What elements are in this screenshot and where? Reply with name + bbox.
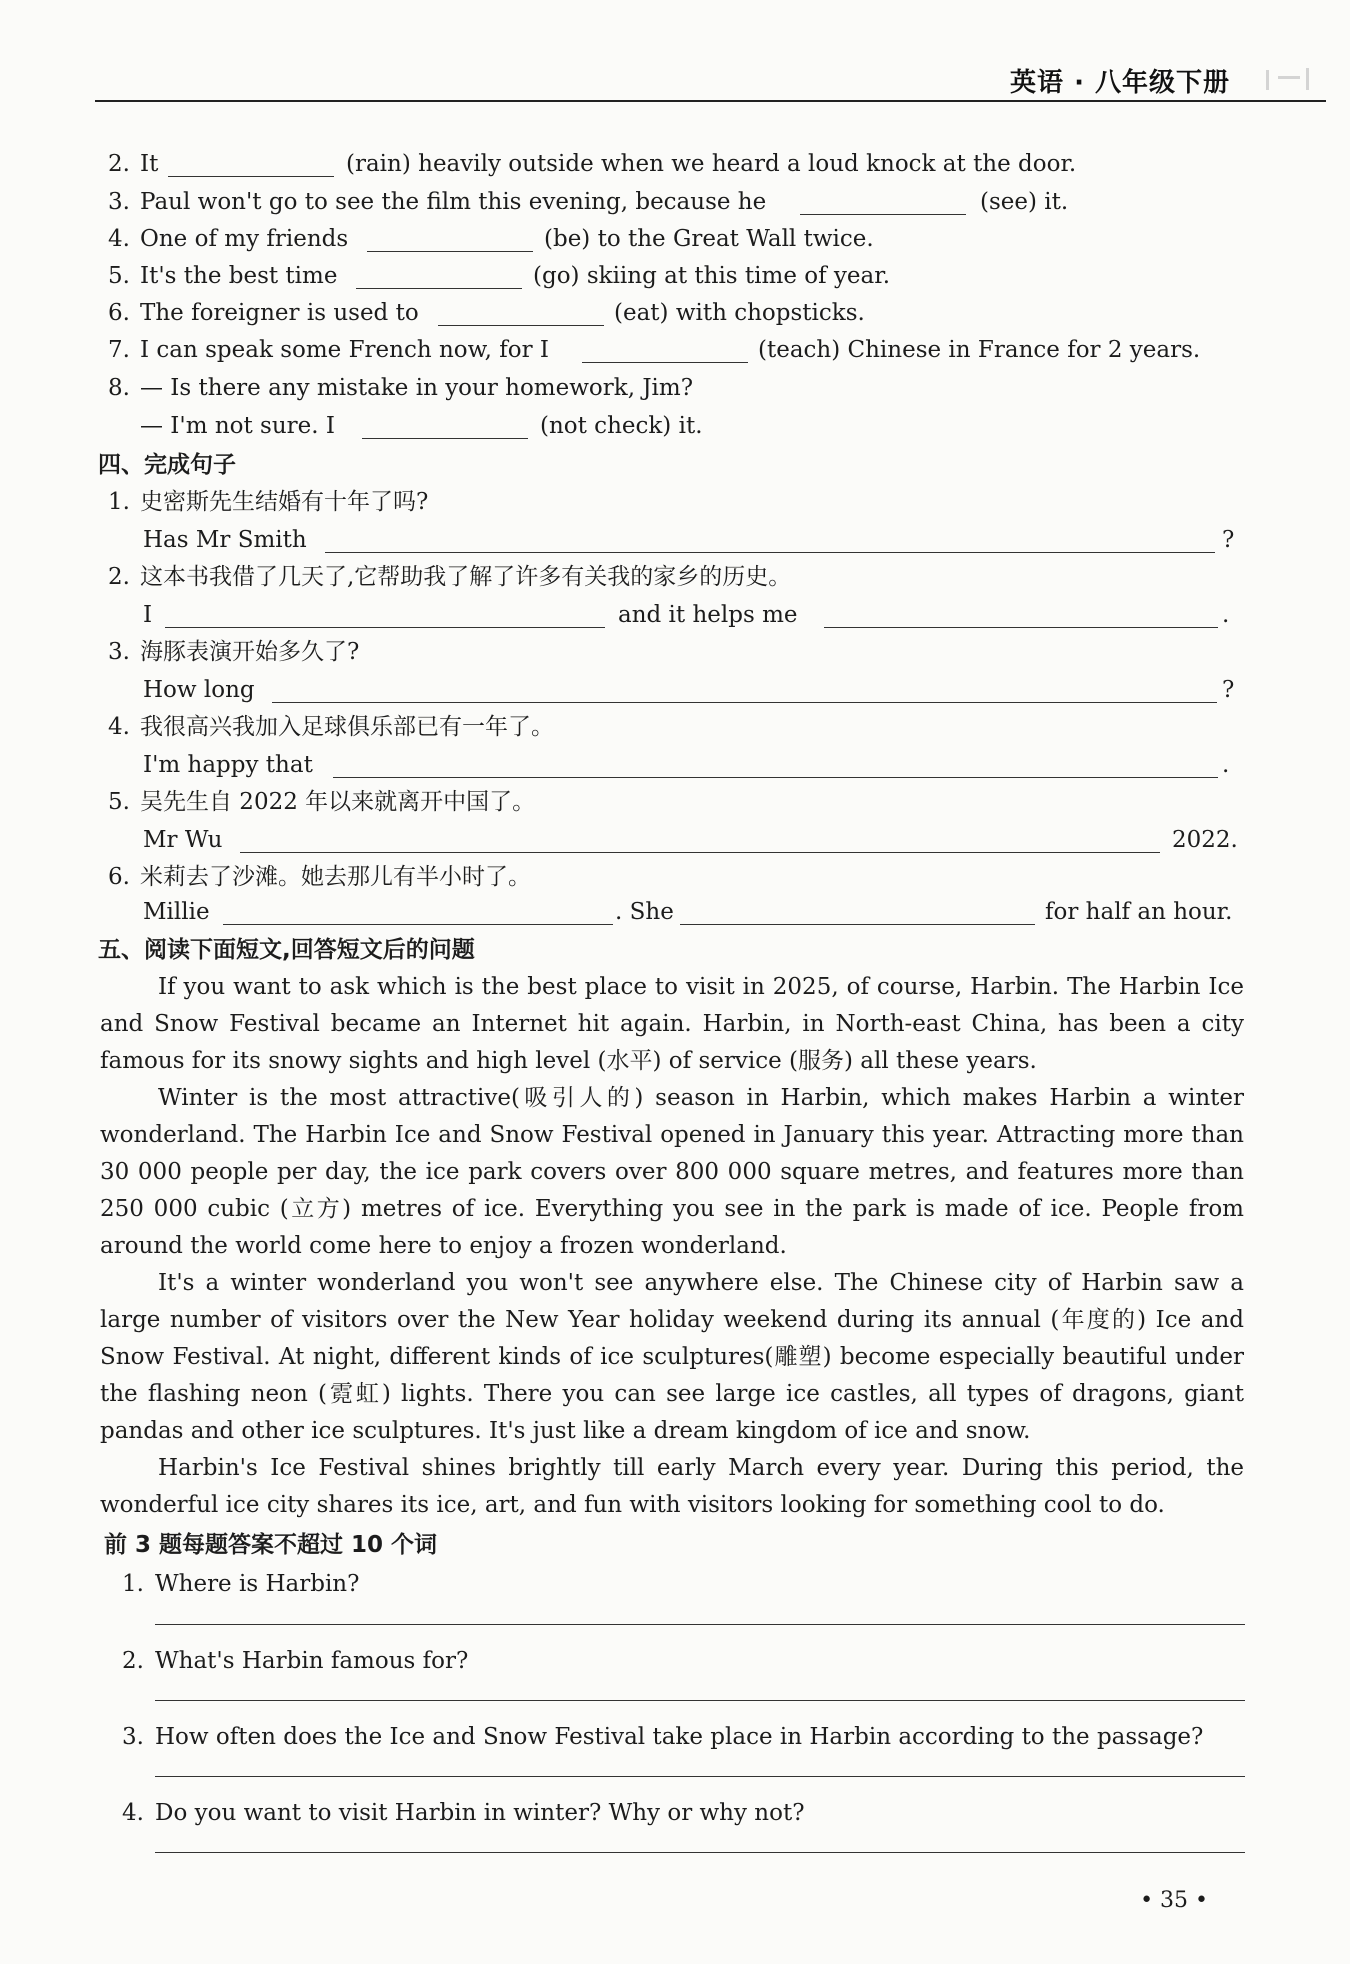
sentence-5-chinese xyxy=(0,784,1350,820)
sentence-middle: and it helps me xyxy=(618,602,798,628)
sentence-end: . xyxy=(1222,752,1230,778)
answer-blank[interactable] xyxy=(800,214,966,215)
item-number: 5. xyxy=(108,263,130,289)
item-number: 7. xyxy=(108,337,130,363)
sentence-1-english xyxy=(0,522,1350,558)
item-text: — I'm not sure. I xyxy=(140,413,335,439)
passage-paragraph-2: Winter is the most attractive(吸引人的) season in Harbin, which makes Harbin a winter wonderland. The Harbin Ice and Snow Festival opened in January this year. Attracting more than 30 000 people per day, the ice park covers over 800 000 square metres, and features more than 250 000 cubic (立方) metres of ice. Everything you see in the park is made of ice. People from around the world come here to enjoy a frozen wonderland. xyxy=(100,1085,1244,1259)
sentence-4-chinese xyxy=(0,709,1350,745)
answer-blank[interactable] xyxy=(240,852,1160,853)
sentence-end: ? xyxy=(1222,527,1235,553)
answer-blank[interactable] xyxy=(356,288,522,289)
chinese-sentence: 我很高兴我加入足球俱乐部已有一年了。 xyxy=(140,714,554,740)
item-hint: (teach) Chinese in France for 2 years. xyxy=(758,337,1201,363)
item-number: 4. xyxy=(108,226,130,252)
question-number: 2. xyxy=(122,1648,144,1674)
item-hint: (go) skiing at this time of year. xyxy=(533,263,891,289)
sentence-end: . xyxy=(1222,602,1230,628)
book-title: 英语 · 八年级下册 xyxy=(1010,68,1230,98)
sentence-start: Mr Wu xyxy=(143,827,223,853)
answer-blank[interactable] xyxy=(367,251,533,252)
answer-blank[interactable] xyxy=(582,362,748,363)
question-4 xyxy=(0,1795,1350,1831)
sentence-middle: . She xyxy=(615,899,674,925)
fill-in-item-6 xyxy=(0,295,1350,331)
sentence-end: 2022. xyxy=(1172,827,1238,853)
fill-in-item-2 xyxy=(0,146,1350,182)
item-text: I can speak some French now, for I xyxy=(140,337,549,363)
question-3 xyxy=(0,1719,1350,1755)
chinese-sentence: 海豚表演开始多久了? xyxy=(140,639,360,665)
item-hint: (eat) with chopsticks. xyxy=(614,300,865,326)
item-number: 1. xyxy=(108,489,130,515)
question-2 xyxy=(0,1643,1350,1679)
question-1 xyxy=(0,1566,1350,1602)
sentence-end: ? xyxy=(1222,677,1235,703)
sentence-start: Has Mr Smith xyxy=(143,527,307,553)
answer-blank[interactable] xyxy=(325,552,1215,553)
answer-line-3[interactable] xyxy=(155,1776,1245,1777)
question-text: Where is Harbin? xyxy=(155,1571,360,1597)
answer-blank[interactable] xyxy=(438,325,604,326)
question-text: What's Harbin famous for? xyxy=(155,1648,469,1674)
item-number: 3. xyxy=(108,189,130,215)
sentence-6-english xyxy=(0,894,1350,930)
answer-line-2[interactable] xyxy=(155,1700,1245,1701)
page-number: • 35 • xyxy=(1140,1888,1208,1913)
item-number: 4. xyxy=(108,714,130,740)
section-5-title: 五、阅读下面短文,回答短文后的问题 xyxy=(98,937,475,963)
sentence-5-english xyxy=(0,822,1350,858)
sentence-2-english xyxy=(0,597,1350,633)
item-number: 5. xyxy=(108,789,130,815)
item-hint: (see) it. xyxy=(980,189,1069,215)
answer-blank[interactable] xyxy=(272,702,1217,703)
chinese-sentence: 史密斯先生结婚有十年了吗? xyxy=(140,489,429,515)
item-number: 2. xyxy=(108,151,130,177)
sentence-3-chinese xyxy=(0,634,1350,670)
answer-blank[interactable] xyxy=(333,777,1218,778)
chinese-sentence: 米莉去了沙滩。她去那儿有半小时了。 xyxy=(140,864,531,890)
answer-blank[interactable] xyxy=(168,176,334,177)
section-4-title: 四、完成句子 xyxy=(98,452,236,478)
item-hint: (not check) it. xyxy=(540,413,703,439)
answer-line-1[interactable] xyxy=(155,1624,1245,1625)
chinese-sentence: 吴先生自 2022 年以来就离开中国了。 xyxy=(140,789,536,815)
answer-blank[interactable] xyxy=(824,627,1218,628)
item-text: It's the best time xyxy=(140,263,338,289)
sentence-start: I'm happy that xyxy=(143,752,313,778)
question-number: 1. xyxy=(122,1571,144,1597)
sentence-1-chinese xyxy=(0,484,1350,520)
item-number: 6. xyxy=(108,300,130,326)
sentence-start: How long xyxy=(143,677,255,703)
question-text: Do you want to visit Harbin in winter? Why or why not? xyxy=(155,1800,805,1826)
page-header xyxy=(0,60,1350,102)
item-text: It xyxy=(140,151,159,177)
header-decoration xyxy=(1260,64,1320,92)
item-hint: (rain) heavily outside when we heard a loud knock at the door. xyxy=(346,151,1077,177)
item-number: 2. xyxy=(108,564,130,590)
sentence-6-chinese xyxy=(0,859,1350,895)
sentence-start: Millie xyxy=(143,899,210,925)
answer-blank[interactable] xyxy=(223,924,613,925)
passage-paragraph-3: It's a winter wonderland you won't see anywhere else. The Chinese city of Harbin saw a large number of visitors over the New Year holiday weekend during its annual (年度的) Ice and Snow Festival. At night, different kinds of ice sculptures(雕塑) become especially beautiful under the flashing neon (霓虹) lights. There you can see large ice castles, all types of dragons, giant pandas and other ice sculptures. It's just like a dream kingdom of ice and snow. xyxy=(100,1270,1244,1444)
fill-in-item-3 xyxy=(0,184,1350,220)
sentence-3-english xyxy=(0,672,1350,708)
item-number: 6. xyxy=(108,864,130,890)
fill-in-item-4 xyxy=(0,221,1350,257)
header-rule xyxy=(95,100,1326,102)
item-text: Paul won't go to see the film this evening, because he xyxy=(140,189,767,215)
answer-blank[interactable] xyxy=(165,627,605,628)
fill-in-item-7 xyxy=(0,332,1350,368)
item-text: The foreigner is used to xyxy=(140,300,419,326)
fill-in-item-5 xyxy=(0,258,1350,294)
sentence-2-chinese xyxy=(0,559,1350,595)
item-hint: (be) to the Great Wall twice. xyxy=(544,226,874,252)
question-number: 3. xyxy=(122,1724,144,1750)
chinese-sentence: 这本书我借了几天了,它帮助我了解了许多有关我的家乡的历史。 xyxy=(140,564,792,590)
item-number: 8. xyxy=(108,375,130,401)
sentence-end: for half an hour. xyxy=(1045,899,1233,925)
sentence-4-english xyxy=(0,747,1350,783)
item-text: — Is there any mistake in your homework, Jim? xyxy=(140,375,694,401)
item-number: 3. xyxy=(108,639,130,665)
fill-in-item-8-question xyxy=(0,370,1350,406)
answer-instruction: 前 3 题每题答案不超过 10 个词 xyxy=(104,1532,438,1558)
answer-line-4[interactable] xyxy=(155,1852,1245,1853)
question-number: 4. xyxy=(122,1800,144,1826)
fill-in-item-8-answer xyxy=(0,408,1350,444)
passage-paragraph-1: If you want to ask which is the best place to visit in 2025, of course, Harbin. The Harbin Ice and Snow Festival became an Internet hit again. Harbin, in North-east China, has been a city famous for its snowy sights and high level (水平) of service (服务) all these years. xyxy=(100,974,1244,1074)
answer-blank[interactable] xyxy=(362,438,528,439)
question-text: How often does the Ice and Snow Festival take place in Harbin according to the passage? xyxy=(155,1724,1204,1750)
passage-paragraph-4: Harbin's Ice Festival shines brightly till early March every year. During this period, the wonderful ice city shares its ice, art, and fun with visitors looking for something cool to do. xyxy=(100,1455,1244,1518)
item-text: One of my friends xyxy=(140,226,349,252)
answer-blank[interactable] xyxy=(680,924,1035,925)
sentence-start: I xyxy=(143,602,153,628)
